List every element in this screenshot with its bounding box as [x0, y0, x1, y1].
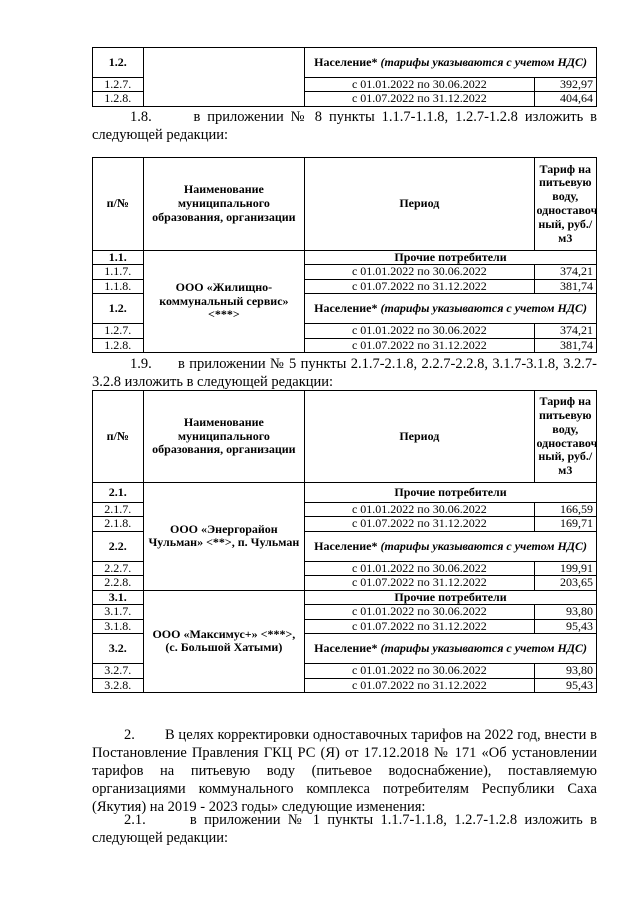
row-value: 95,43: [534, 619, 596, 633]
paragraph-2: [92, 726, 597, 816]
section-title: Население* (тарифы указываются с учетом НДС): [305, 531, 597, 561]
organization-name: ООО «Энергорайон Чульман» <**>, п. Чульман: [143, 483, 305, 591]
paragraph-1-9: [92, 355, 597, 391]
row-number: 1.2.8.: [93, 92, 144, 106]
header-number: п/№: [93, 391, 144, 483]
row-value: 166,59: [534, 503, 596, 517]
section-number: 2.2.: [93, 531, 144, 561]
row-number: 2.1.8.: [93, 517, 144, 531]
paragraph-number: 2.1.: [124, 812, 146, 828]
row-number: 1.1.8.: [93, 279, 144, 293]
row-value: 404,64: [534, 92, 596, 106]
row-period: с 01.07.2022 по 31.12.2022: [305, 619, 534, 633]
row-value: 381,74: [534, 279, 596, 293]
paragraph-text: в приложении № 8 пункты 1.1.7-1.1.8, 1.2.7-1.2.8 изложить в следующей редакции:: [92, 109, 597, 143]
row-number: 3.1.8.: [93, 619, 144, 633]
row-value: 392,97: [534, 78, 596, 92]
section-title: Население* (тарифы указываются с учетом НДС): [305, 634, 597, 664]
row-value: 93,80: [534, 605, 596, 619]
row-value: 203,65: [534, 576, 596, 590]
section-number: 1.1.: [93, 251, 144, 265]
row-period: с 01.01.2022 по 30.06.2022: [305, 78, 534, 92]
tariff-table-1: [92, 157, 597, 353]
row-value: 169,71: [534, 517, 596, 531]
row-number: 2.1.7.: [93, 503, 144, 517]
row-period: с 01.01.2022 по 30.06.2022: [305, 265, 534, 279]
section-number: 3.1.: [93, 590, 144, 604]
row-period: с 01.07.2022 по 31.12.2022: [305, 678, 534, 692]
section-title: Прочие потребители: [305, 590, 597, 604]
header-period: Период: [305, 158, 534, 251]
paragraph-text: В целях корректировки одноставочных тарифов на 2022 год, внести в Постановление Правления ГКЦ РС (Я) от 17.12.2018 № 171 «Об установлении тарифов на питьевую воду (питьевое водоснабжение), поставляемую организациями коммунального комплекса потребителям Республики Саха (Якутия) на 2019 - 2023 годы» следующие изменения:: [92, 727, 597, 815]
row-period: с 01.07.2022 по 31.12.2022: [305, 338, 534, 352]
tariff-table-2: [92, 390, 597, 693]
paragraph-1-8: [92, 108, 597, 144]
header-tariff: Тариф на питьевую воду, одноставоч ный, руб./м3: [534, 391, 596, 483]
tariff-table-continuation: [92, 47, 597, 107]
paragraph-text: в приложении № 1 пункты 1.1.7-1.1.8, 1.2.7-1.2.8 изложить в следующей редакции:: [92, 812, 598, 846]
paragraph-number: 2.: [124, 727, 135, 743]
row-number: 3.1.7.: [93, 605, 144, 619]
section-title: Прочие потребители: [305, 251, 597, 265]
header-period: Период: [305, 391, 534, 483]
header-row: [93, 158, 597, 251]
row-number: 2.2.7.: [93, 561, 144, 575]
row-number: 1.2.8.: [93, 338, 144, 352]
row-period: с 01.01.2022 по 30.06.2022: [305, 664, 534, 678]
section-number: 2.1.: [93, 483, 144, 503]
paragraph-number: 1.9.: [130, 356, 152, 372]
header-organization: Наименование муниципального образования, организации: [143, 391, 305, 483]
row-number: 3.2.7.: [93, 664, 144, 678]
organization-name: ООО «Максимус+» <***>, (с. Большой Хатыми): [143, 590, 305, 692]
organization-name: ООО «Жилищно-коммунальный сервис» <***>: [143, 251, 305, 353]
row-period: с 01.01.2022 по 30.06.2022: [305, 605, 534, 619]
header-number: п/№: [93, 158, 144, 251]
section-title: Население* (тарифы указываются с учетом НДС): [305, 48, 597, 78]
row-period: с 01.07.2022 по 31.12.2022: [305, 517, 534, 531]
row-period: с 01.01.2022 по 30.06.2022: [305, 561, 534, 575]
org-cell: [143, 48, 305, 107]
row-period: с 01.07.2022 по 31.12.2022: [305, 576, 534, 590]
row-period: с 01.01.2022 по 30.06.2022: [305, 324, 534, 338]
row-value: 93,80: [534, 664, 596, 678]
row-number: 1.2.7.: [93, 324, 144, 338]
paragraph-2-1: [92, 811, 597, 847]
section-title: Прочие потребители: [305, 483, 597, 503]
header-tariff: Тариф на питьевую воду, одноставоч ный, руб./м3: [534, 158, 596, 251]
row-value: 199,91: [534, 561, 596, 575]
row-period: с 01.07.2022 по 31.12.2022: [305, 279, 534, 293]
section-number: 1.2.: [93, 48, 144, 78]
row-period: с 01.01.2022 по 30.06.2022: [305, 503, 534, 517]
row-value: 381,74: [534, 338, 596, 352]
row-value: 95,43: [534, 678, 596, 692]
section-number: 1.2.: [93, 294, 144, 324]
row-number: 2.2.8.: [93, 576, 144, 590]
header-organization: Наименование муниципального образования, организации: [143, 158, 305, 251]
row-number: 1.1.7.: [93, 265, 144, 279]
paragraph-text: в приложении № 5 пункты 2.1.7-2.1.8, 2.2.7-2.2.8, 3.1.7-3.1.8, 3.2.7-3.2.8 изложить в следующей редакции:: [92, 356, 597, 390]
row-value: 374,21: [534, 324, 596, 338]
header-row: [93, 391, 597, 483]
row-number: 1.2.7.: [93, 78, 144, 92]
row-value: 374,21: [534, 265, 596, 279]
paragraph-number: 1.8.: [130, 109, 152, 125]
row-number: 3.2.8.: [93, 678, 144, 692]
section-title: Население* (тарифы указываются с учетом НДС): [305, 294, 597, 324]
row-period: с 01.07.2022 по 31.12.2022: [305, 92, 534, 106]
section-number: 3.2.: [93, 634, 144, 664]
